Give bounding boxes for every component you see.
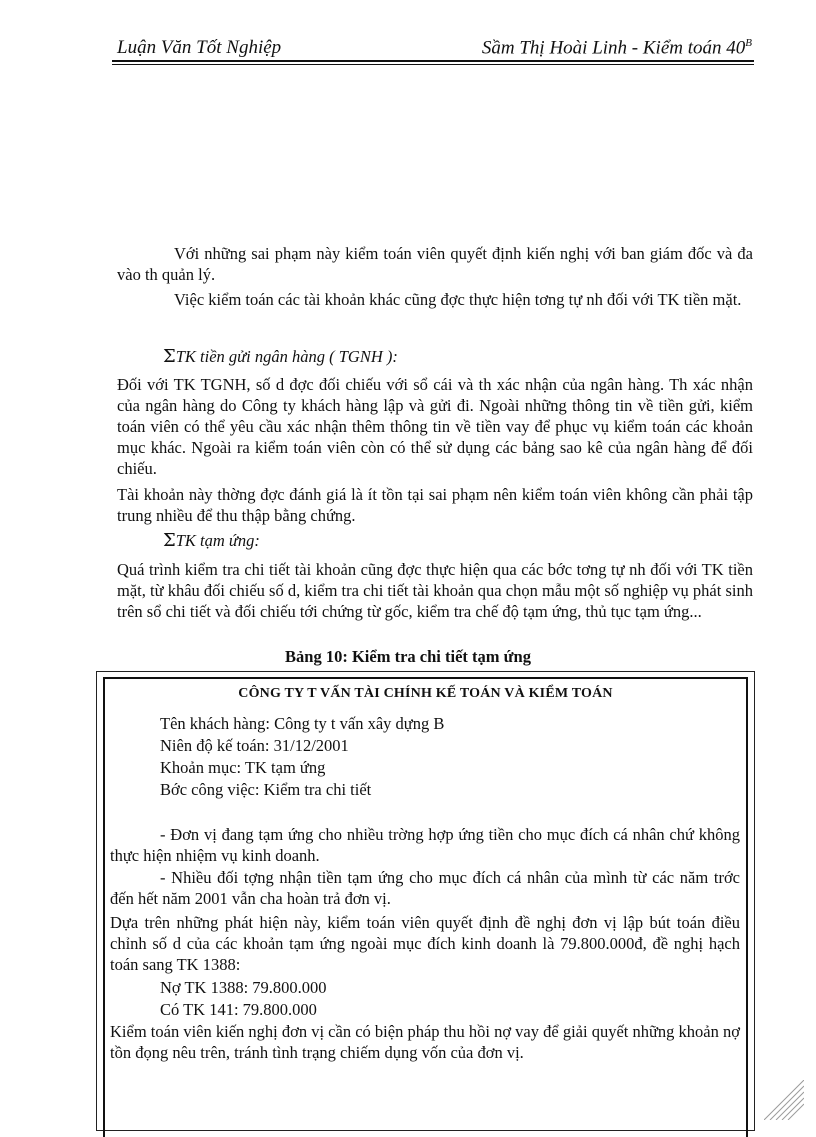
section-title: TK tiền gửi ngân hàng ( TGNH ): — [175, 347, 398, 366]
finding-1: - Đơn vị đang tạm ứng cho nhiều trờng hợp ứng tiền cho mục đích cá nhân chứ không thực hiện nhiệm vụ kinh doanh. — [110, 825, 740, 865]
finding-3: Dựa trên những phát hiện này, kiểm toán viên quyết định đề nghị đơn vị lập bút toán điều chỉnh số d của các khoản tạm ứng ngoài mục đích kinh doanh là 79.800.000đ, đề nghị hạch toán sang TK 1388: — [110, 913, 740, 974]
paragraph-3: Đối với TK TGNH, số d đợc đối chiếu với sổ cái và th xác nhận của ngân hàng. Th xác nhận của ngân hàng do Công ty khách hàng lập và gửi đi. Ngoài những thông tin về tiền gửi, kiểm toán viên có thể yêu cầu xác nhận thêm thông tin về tiền vay để phục vụ kiểm toán các khoản mục khác. Ngoài ra kiểm toán viên còn có thể sử dụng các bảng sao kê của ngân hàng để đối chiếu. — [117, 375, 753, 478]
header-rule-thin — [112, 64, 754, 65]
finding-2: - Nhiều đối tợng nhận tiền tạm ứng cho mục đích cá nhân của mình từ các năm trớc đến hết năm 2001 vẫn cha hoàn trả đơn vị. — [110, 868, 740, 908]
company-name: CÔNG TY T VẤN TÀI CHÍNH KẾ TOÁN VÀ KIỂM TOÁN — [238, 686, 613, 701]
section-title: TK tạm ứng: — [175, 531, 260, 550]
recommendation: Kiểm toán viên kiến nghị đơn vị cần có biện pháp thu hồi nợ vay để giải quyết những khoản nợ tồn đọng nêu trên, tránh tình trạng chiếm dụng vốn của đơn vị. — [110, 1022, 740, 1062]
fiscal-period: Niên độ kế toán: 31/12/2001 — [160, 736, 349, 755]
debit-entry: Nợ TK 1388: 79.800.000 — [160, 978, 327, 997]
corner-stripes — [764, 1080, 804, 1120]
paragraph-2: Việc kiểm toán các tài khoản khác cũng đợc thực hiện tơng tự nh đối với TK tiền mặt. — [174, 290, 742, 309]
work-step: Bớc công việc: Kiểm tra chi tiết — [160, 780, 372, 799]
sigma-icon: Σ — [163, 530, 176, 551]
table-caption: Bảng 10: Kiểm tra chi tiết tạm ứng — [285, 647, 531, 666]
credit-entry: Có TK 141: 79.800.000 — [160, 1000, 317, 1019]
header-left: Luận Văn Tốt Nghiệp — [117, 37, 282, 58]
header-right-text: Sầm Thị Hoài Linh - Kiểm toán 40 — [481, 37, 746, 59]
client-name: Tên khách hàng: Công ty t vấn xây dựng B — [160, 714, 445, 733]
account-item: Khoản mục: TK tạm ứng — [160, 758, 326, 777]
paragraph-5: Quá trình kiểm tra chi tiết tài khoản cũng đợc thực hiện qua các bớc tơng tự nh đối với TK tiền mặt, từ khâu đối chiếu số d, kiểm tra chi tiết tài khoản qua chọn mẫu một số nghiệp vụ phát sinh trên sổ chi tiết và đối chiếu tới chứng từ gốc, kiểm tra chế độ tạm ứng, thủ tục tạm ứng... — [117, 560, 753, 621]
section-heading-tgnh — [163, 346, 398, 367]
paragraph-1: Với những sai phạm này kiểm toán viên quyết định kiến nghị với ban giám đốc và đa vào th quản lý. — [117, 244, 753, 284]
header-right-superscript: B — [745, 37, 752, 49]
header-right — [482, 37, 752, 59]
sigma-icon: Σ — [163, 346, 176, 367]
header-rule-thick — [112, 60, 754, 62]
paragraph-4: Tài khoản này thờng đợc đánh giá là ít tồn tại sai phạm nên kiểm toán viên không cần phải tập trung nhiều để thu thập bằng chứng. — [117, 485, 753, 525]
section-heading-tam-ung — [163, 530, 260, 551]
